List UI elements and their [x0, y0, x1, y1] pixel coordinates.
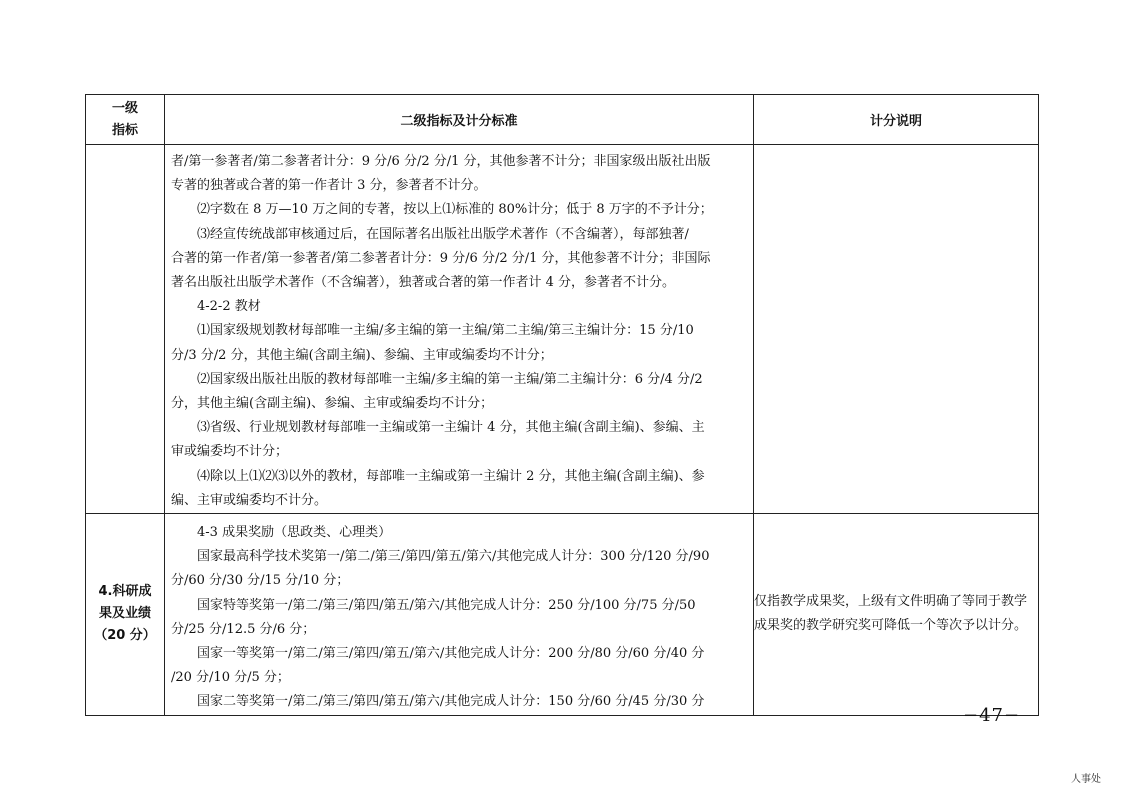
page-number: −47−	[963, 705, 1021, 726]
header-row	[86, 95, 1039, 145]
header-level2: 二级指标及计分标准	[165, 95, 754, 145]
row1-note-cell	[754, 145, 1039, 514]
row2-level1-line3: （20 分）	[94, 628, 156, 644]
row1-content-text: 者/第一参著者/第二参著者计分：9 分/6 分/2 分/1 分，其他参著不计分；非国家级出版社出版 专著的独著或合著的第一作者计 3 分，参著者不计分。 ⑵字数在 8 万—10 万之间的专著，按以上⑴标准的 80%计分；低于 8 万字的不予计分； ⑶经宣传统战部审核通过后，在国际著名出版社出版学术著作（不含编著），每部独著/ 合著的第一作者/第一参著者/第二参著者计分：9 分/6 分/2 分/1 分，其他参著不计分；非国际 著名出版社出版学术著作（不含编著），独著或合著的第一作者计 4 分，参著者不计分。 4-2-2 教材 ⑴国家级规划教材每部唯一主编/多主编的第一主编/第二主编/第三主编计分：15 分/10 分/3 分/2 分，其他主编(含副主编)、参编、主审或编委均不计分； ⑵国家级出版社出版的教材每部唯一主编/多主编的第一主编/第二主编计分：6 分/4 分/2 分，其他主编(含副主编)、参编、主审或编委均不计分； ⑶省级、行业规划教材每部唯一主编或第一主编计 4 分，其他主编(含副主编)、参编、主 审或编委均不计分； ⑷除以上⑴⑵⑶以外的教材，每部唯一主编或第一主编计 2 分，其他主编(含副主编)、参 编、主审或编委均不计分。	[171, 154, 713, 508]
row2-note-cell: 仅指教学成果奖，上级有文件明确了等同于教学成果奖的教学研究奖可降低一个等次予以计分。	[754, 514, 1039, 716]
department-stamp: 人事处	[1071, 774, 1101, 785]
table-row	[86, 145, 1039, 514]
header-level1	[86, 95, 165, 145]
header-level1-line2: 指标	[111, 122, 138, 138]
row2-level1-line2: 果及业绩	[98, 606, 151, 622]
row2-level1-cell	[86, 514, 165, 716]
row2-content-cell	[165, 514, 754, 716]
row2-level1-line1: 4.科研成	[98, 584, 152, 600]
table-row	[86, 514, 1039, 716]
row1-level1-cell	[86, 145, 165, 514]
row1-content-cell	[165, 145, 754, 514]
header-notes: 计分说明	[754, 95, 1039, 145]
row2-content-text: 4-3 成果奖励（思政类、心理类） 国家最高科学技术奖第一/第二/第三/第四/第五/第六/其他完成人计分：300 分/120 分/90 分/60 分/30 分/15 分/10 分； 国家特等奖第一/第二/第三/第四/第五/第六/其他完成人计分：250 分/100 分/75 分/50 分/25 分/12.5 分/6 分； 国家一等奖第一/第二/第三/第四/第五/第六/其他完成人计分：200 分/80 分/60 分/40 分 /20 分/10 分/5 分； 国家二等奖第一/第二/第三/第四/第五/第六/其他完成人计分：150 分/60 分/45 分/30 分	[171, 525, 710, 710]
header-level1-line1: 一级	[111, 100, 138, 116]
scoring-table	[85, 94, 1039, 716]
